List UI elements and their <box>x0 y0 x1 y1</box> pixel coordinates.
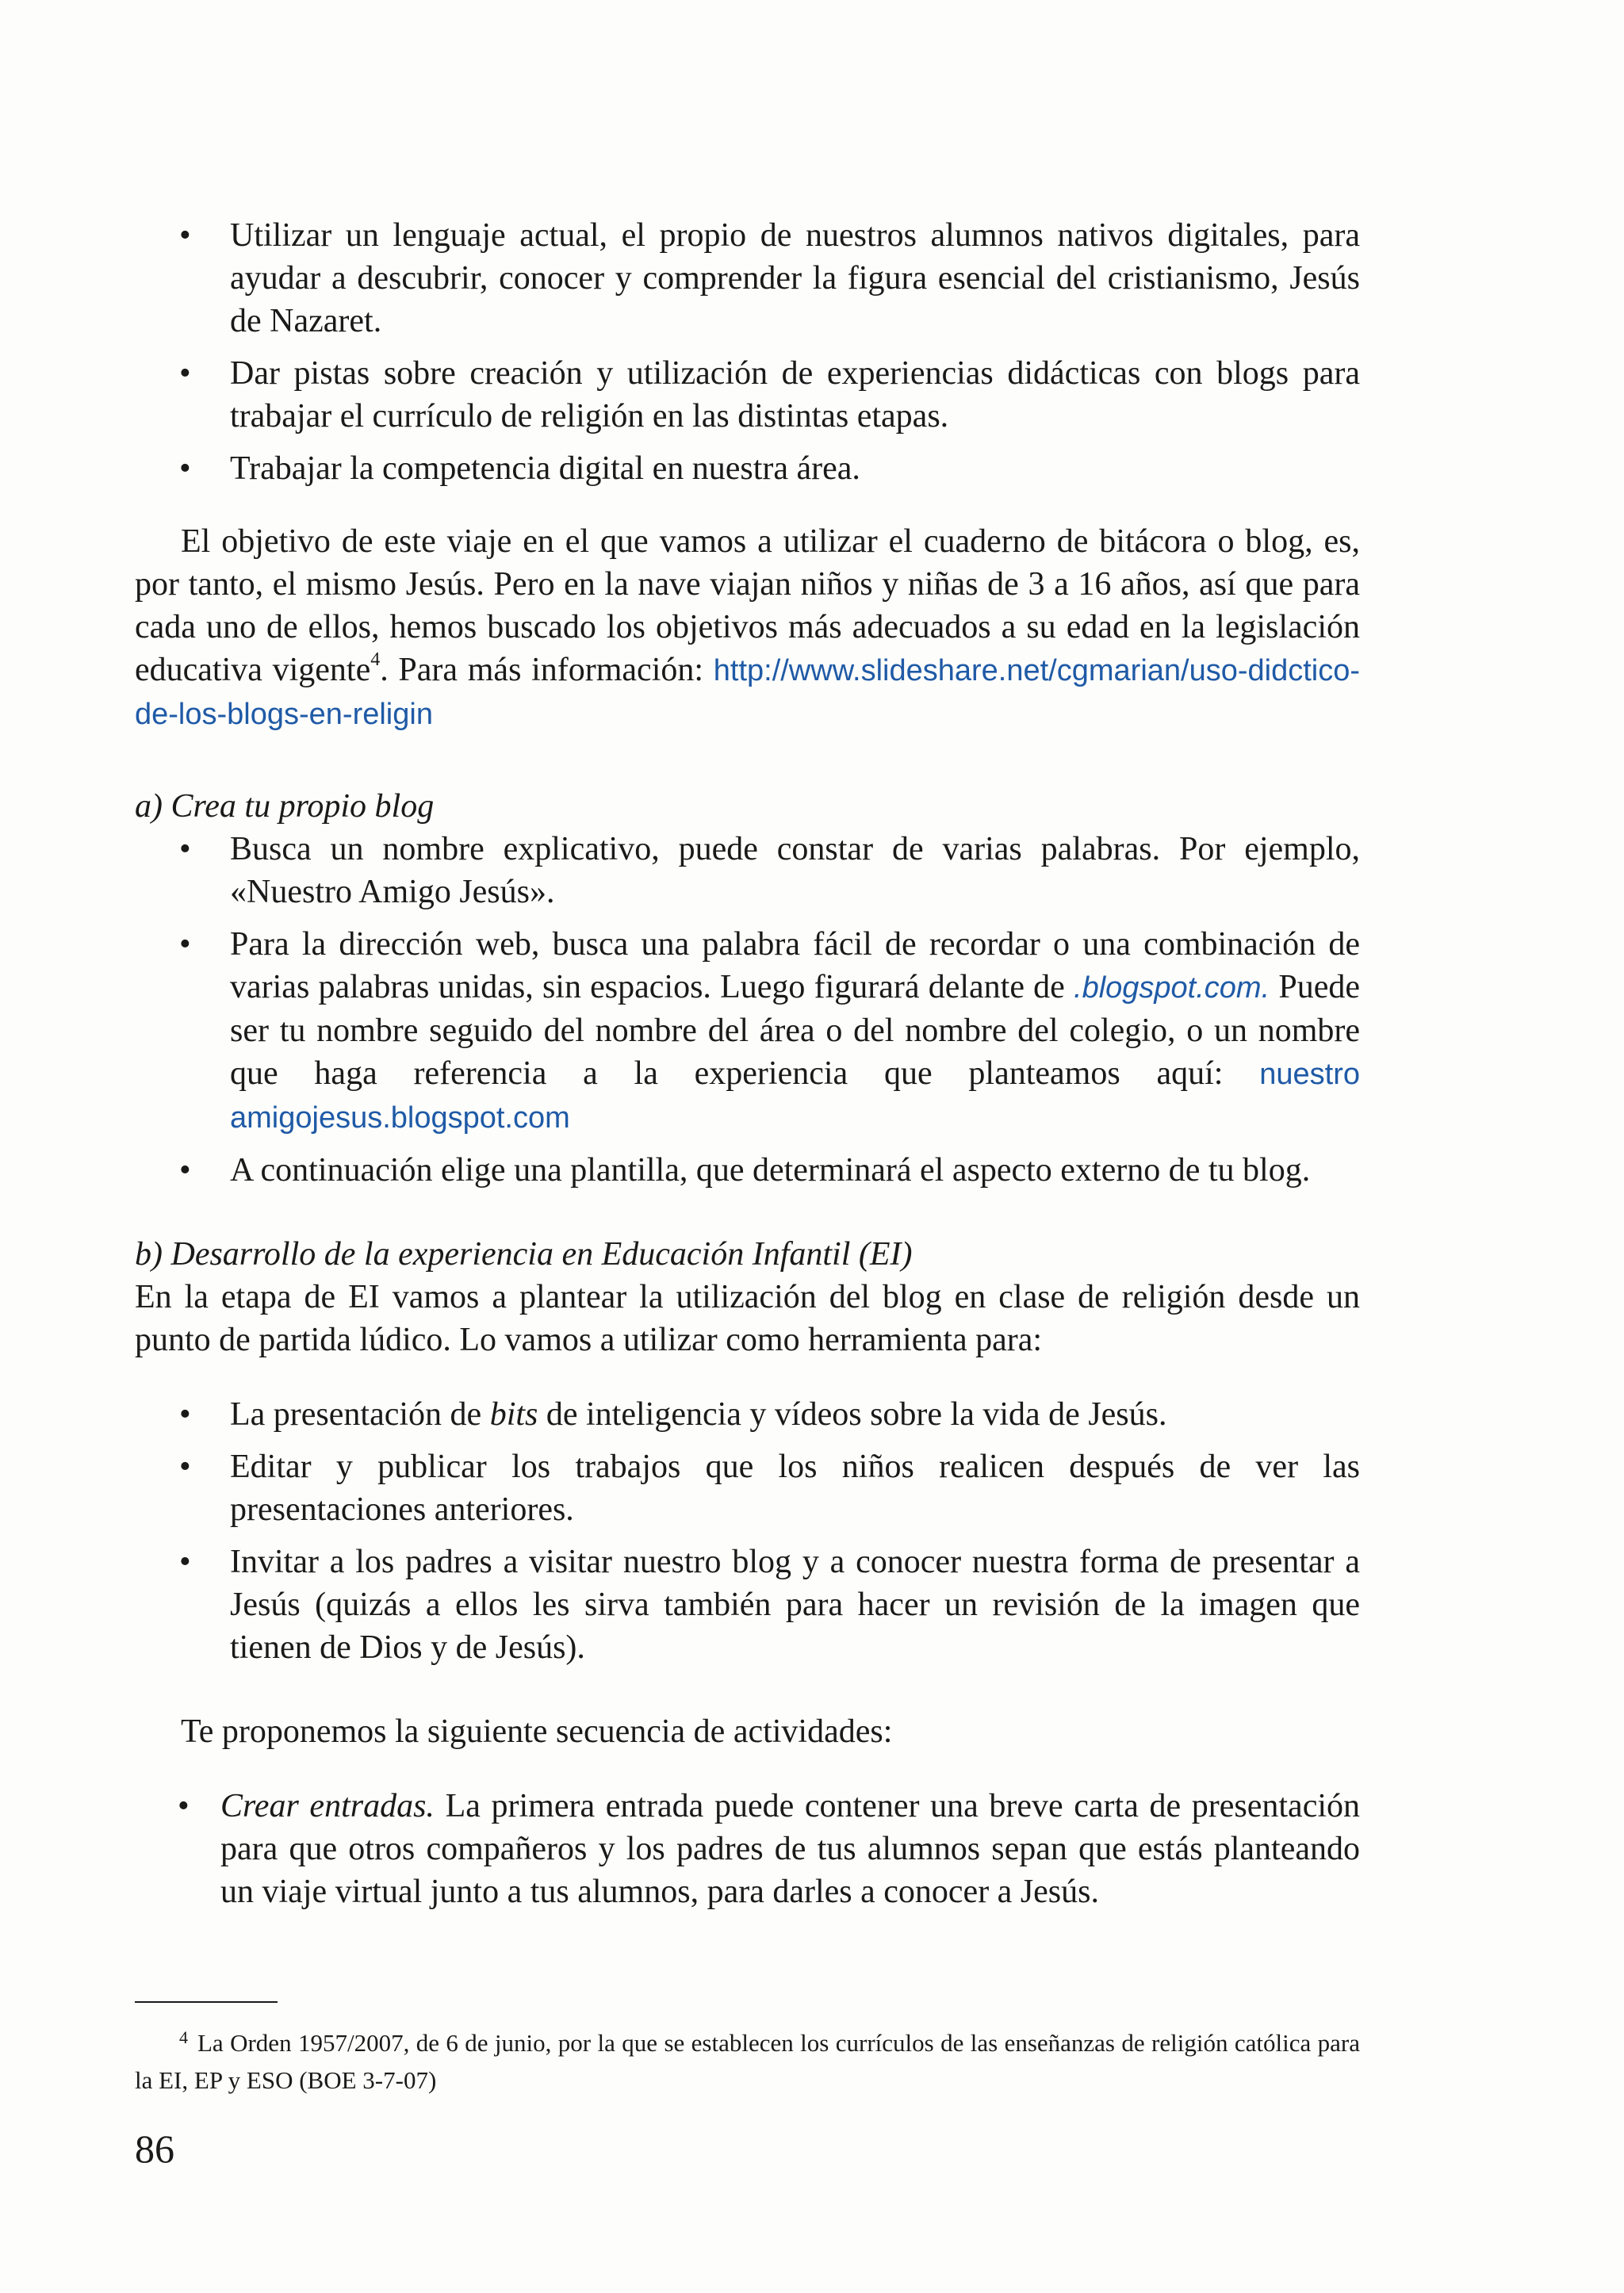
bullet-text: Para la dirección web, busca una palabra fácil de recordar o una combinación de varias palabras unidas, sin espacios. Luego figurará delante de <box>230 926 1360 1005</box>
activity-bullet-list <box>135 1785 1360 1913</box>
bullet-text: de inteligencia y vídeos sobre la vida de Jesús. <box>538 1396 1167 1433</box>
section-b-bullet-list <box>135 1393 1360 1669</box>
footnote <box>135 2026 1360 2098</box>
section-b-heading: b) Desarrollo de la experiencia en Educación Infantil (EI) <box>135 1236 913 1273</box>
slideshare-link[interactable]: http://www.slideshare.net/cgmarian/uso-didctico-de-los-blogs-en-religin <box>135 654 1361 731</box>
objective-text-after: . Para más información: <box>380 652 714 688</box>
activity-text: La primera entrada puede contener una breve carta de presentación para que otros compañeros y los padres de tus alumnos sepan que estás planteando un viaje virtual junto a tus alumnos, para darles a conocer a Jesús. <box>220 1788 1361 1910</box>
list-item <box>135 1785 1360 1913</box>
blog-address-link[interactable]: nuestro amigojesus.blogspot.com <box>230 1058 1360 1135</box>
footnote-divider <box>135 2001 278 2003</box>
list-item: • Busca un nombre explicativo, puede constar de varias palabras. Por ejemplo, «Nuestro Amigo Jesús». <box>135 828 1360 913</box>
objective-paragraph <box>135 520 1360 736</box>
bullet-text: La presentación de <box>230 1396 490 1433</box>
footnote-number: 4 <box>179 2027 188 2047</box>
objective-text: El objetivo de este viaje en el que vamos a utilizar el cuaderno de bitácora o blog, es, por tanto, el mismo Jesús. Pero en la nave viajan niños y niñas de 3 a 16 años, así que para cada uno de ellos, hemos buscado los objetivos más adecuados a su edad en la legislación educativa vigente <box>135 523 1360 688</box>
list-item: • Invitar a los padres a visitar nuestro blog y a conocer nuestra forma de presentar a Jesús (quizás a ellos les sirva también para hacer un revisión de la imagen que tienen de Dios y de Jesús). <box>135 1541 1360 1669</box>
list-item <box>135 1393 1360 1436</box>
section-a-heading: a) Crea tu propio blog <box>135 788 435 825</box>
footnote-reference[interactable]: 4 <box>370 649 381 670</box>
sequence-intro: Te proponemos la siguiente secuencia de actividades: <box>181 1713 893 1750</box>
blogspot-domain-link[interactable]: .blogspot.com. <box>1074 971 1270 1005</box>
section-b-intro: En la etapa de EI vamos a plantear la utilización del blog en clase de religión desde un punto de partida lúdico. Lo vamos a utilizar como herramienta para: <box>135 1279 1360 1358</box>
intro-bullet-list <box>135 214 1360 490</box>
list-item: • Editar y publicar los trabajos que los niños realicen después de ver las presentaciones anteriores. <box>135 1445 1360 1531</box>
page-number: 86 <box>135 2126 174 2171</box>
bullet-emphasis: bits <box>489 1396 538 1433</box>
footnote-text: La Orden 1957/2007, de 6 de junio, por la que se establecen los currículos de las enseñanzas de religión católica para la EI, EP y ESO (BOE 3-7-07) <box>135 2029 1360 2094</box>
list-item: • Utilizar un lenguaje actual, el propio de nuestros alumnos nativos digitales, para ayudar a descubrir, conocer y comprender la figura esencial del cristianismo, Jesús de Nazaret. <box>135 214 1360 343</box>
list-item: • Trabajar la competencia digital en nuestra área. <box>135 447 1360 490</box>
list-item <box>135 923 1360 1139</box>
bullet-text: Puede ser tu nombre seguido del nombre del área o del nombre del colegio, o un nombre que haga referencia a la experiencia que planteamos aquí: <box>230 969 1360 1092</box>
list-item: • Dar pistas sobre creación y utilización de experiencias didácticas con blogs para trabajar el currículo de religión en las distintas etapas. <box>135 352 1360 438</box>
section-a-bullet-list <box>135 828 1360 1192</box>
main-text <box>135 214 1360 1923</box>
activity-title: Crear entradas. <box>220 1788 435 1824</box>
list-item: • A continuación elige una plantilla, que determinará el aspecto externo de tu blog. <box>135 1149 1360 1192</box>
